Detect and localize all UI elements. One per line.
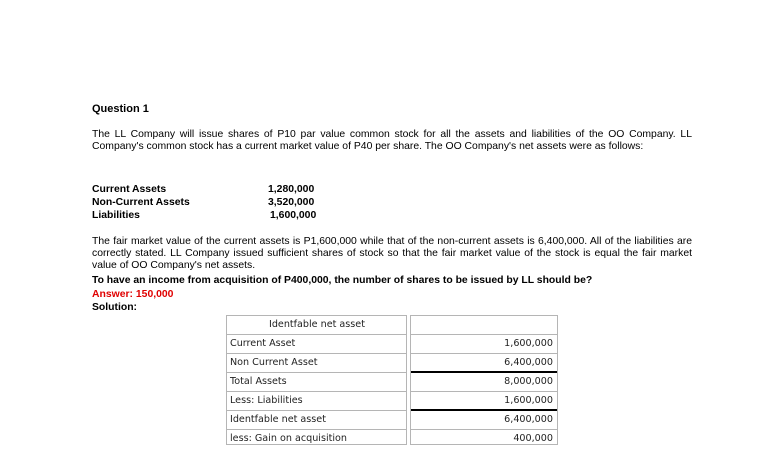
table-row [227, 392, 406, 411]
table-row [411, 335, 557, 354]
table-row [411, 354, 557, 373]
account-value: 3,520,000 [268, 197, 315, 208]
row-value: 6,400,000 [504, 357, 553, 368]
row-label: Total Assets [230, 376, 287, 387]
solution-table [226, 315, 558, 445]
question-text: To have an income from acquisition of P400,000, the number of shares to be issued by LL should be? [92, 275, 593, 286]
problem-paragraph-2: The fair market value of the current assets is P1,600,000 while that of the non-current assets is 6,400,000. All of the liabilities are correctly stated. LL Company issued sufficient shares of stock so that the fair market value of the stock is equal the fair market value of OO Company's net assets. [92, 236, 692, 271]
table-header-cell [227, 316, 406, 335]
table-header: Identfable net asset [269, 319, 365, 330]
row-value: 1,600,000 [504, 395, 553, 406]
row-label: Identfable net asset [230, 414, 326, 425]
table-row [227, 373, 406, 392]
row-value: 6,400,000 [504, 414, 553, 425]
table-header-cell-empty [411, 316, 557, 335]
value-column [410, 315, 558, 445]
account-value: 1,280,000 [268, 184, 315, 195]
account-value: 1,600,000 [270, 210, 317, 221]
row-value: 1,600,000 [504, 338, 553, 349]
answer-text: Answer: 150,000 [92, 289, 174, 300]
solution-label: Solution: [92, 302, 138, 313]
table-row [411, 392, 557, 411]
table-row [227, 335, 406, 354]
account-name: Current Assets [92, 184, 167, 195]
table-row [227, 354, 406, 373]
problem-paragraph-1: The LL Company will issue shares of P10 par value common stock for all the assets and liabilities of the OO Company. LL Company's common stock has a current market value of P40 per share. The OO Company's net assets were as follows: [92, 129, 692, 152]
row-label: less: Gain on acquisition [230, 433, 347, 444]
table-row [411, 411, 557, 430]
account-name: Liabilities [92, 210, 140, 221]
row-label: Less: Liabilities [230, 395, 303, 406]
account-name: Non-Current Assets [92, 197, 190, 208]
row-label: Current Asset [230, 338, 296, 349]
table-row [411, 373, 557, 392]
row-label: Non Current Asset [230, 357, 318, 368]
table-row [227, 430, 406, 449]
table-row [411, 430, 557, 449]
label-column [226, 315, 407, 445]
question-title: Question 1 [92, 103, 149, 115]
table-row [227, 411, 406, 430]
row-value: 400,000 [513, 433, 553, 444]
row-value: 8,000,000 [504, 376, 553, 387]
